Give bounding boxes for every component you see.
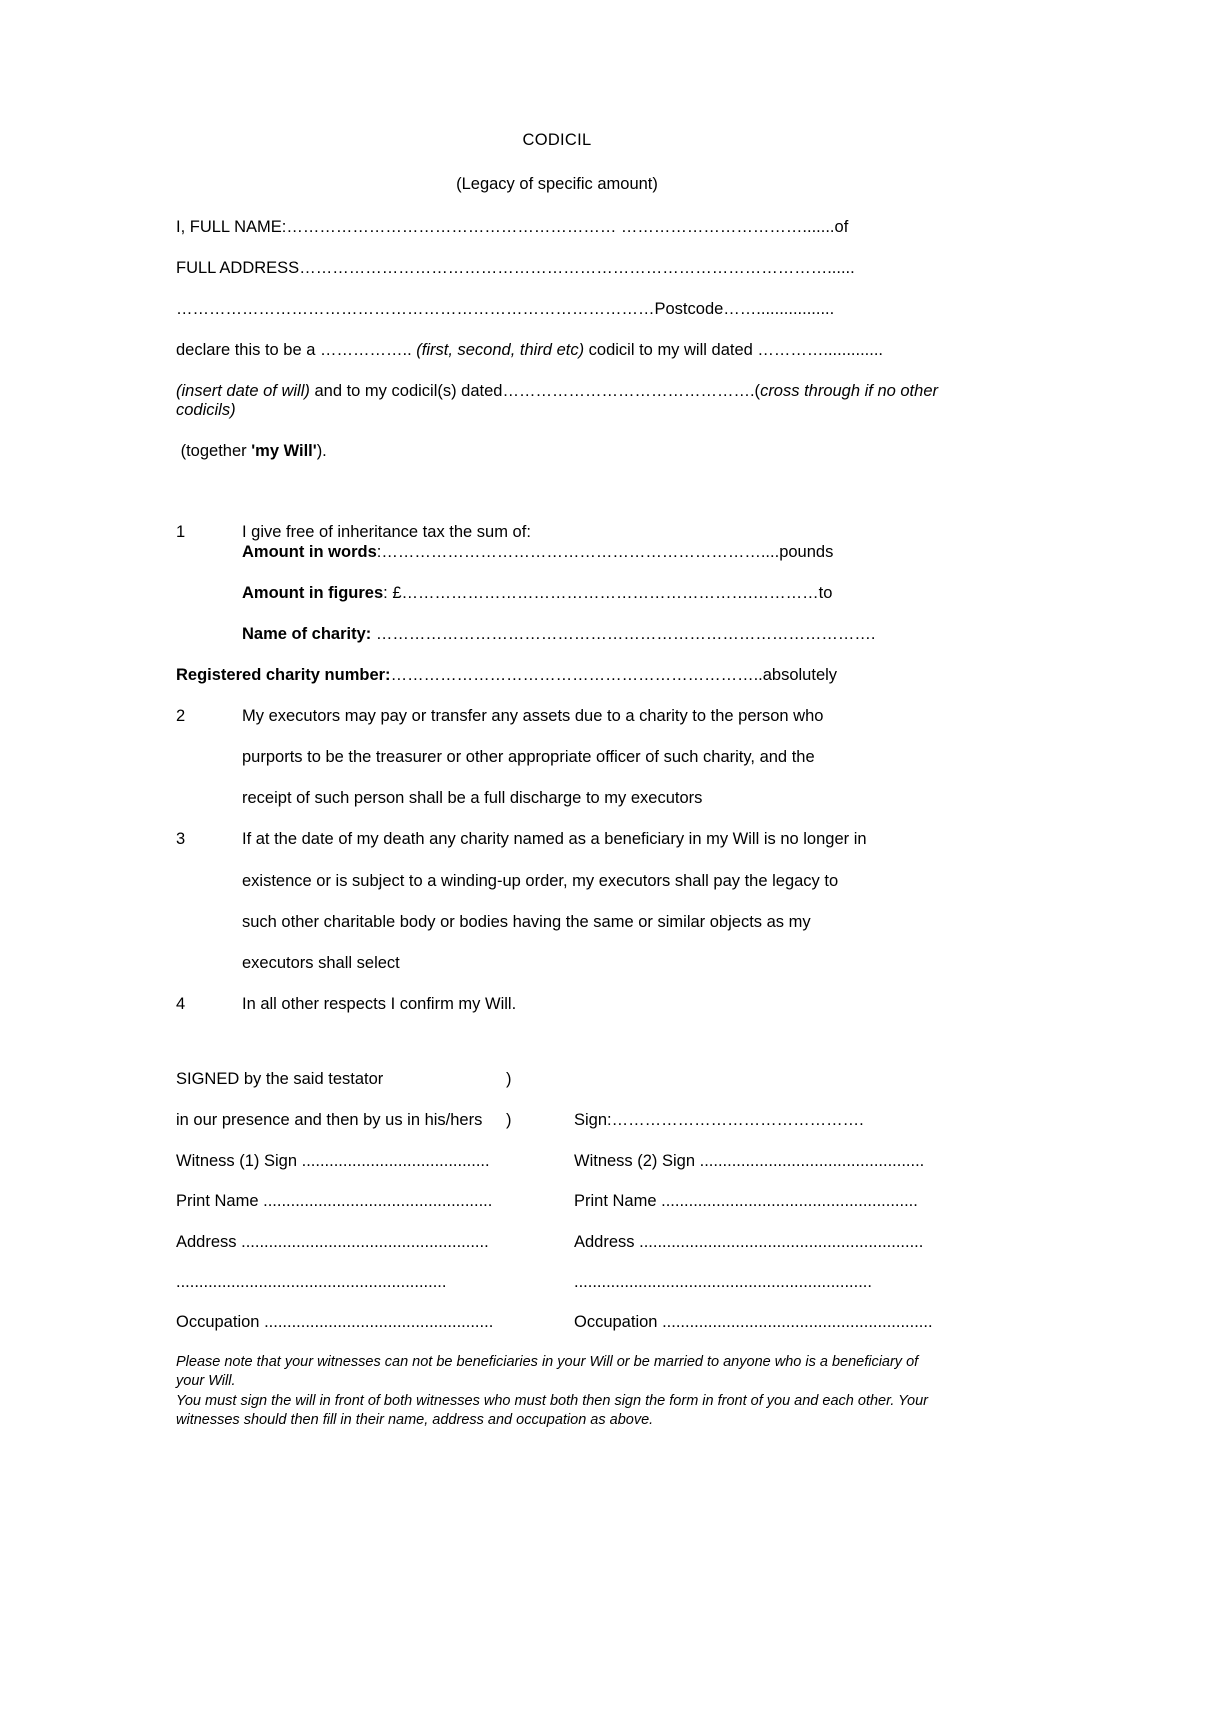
amount-in-figures-field <box>242 584 938 603</box>
clause-4-line-1: In all other respects I confirm my Will. <box>242 994 517 1013</box>
witness-1-address-label: Address <box>176 1232 242 1251</box>
declare-hint-italic: (first, second, third etc) <box>416 340 585 359</box>
declare-line <box>176 341 938 360</box>
postcode-label: Postcode <box>654 299 724 318</box>
witness-2-print-name-field[interactable] <box>574 1192 938 1211</box>
witness-2-sign-dots: ................................................. <box>699 1152 925 1171</box>
amount-in-figures-dots: ……………………………………………………….………… <box>401 583 819 602</box>
registered-charity-number-dots: ………………………………………………………….. <box>390 665 763 684</box>
testator-sign-label: Sign: <box>574 1111 612 1130</box>
clause-2-body <box>242 707 938 808</box>
signed-by-testator-row <box>176 1070 938 1089</box>
clause-3-body <box>242 830 938 973</box>
clause-2-line-2: purports to be the treasurer or other appropriate officer of such charity, and the <box>242 748 815 767</box>
signed-by-testator-spacer <box>574 1070 938 1089</box>
full-name-label: I, FULL NAME: <box>176 217 287 236</box>
witness-1-address-line-2[interactable] <box>176 1273 574 1292</box>
clause-3-line-3: such other charitable body or bodies having the same or similar objects as my <box>242 912 811 931</box>
postcode-dots-after: ……................. <box>723 299 835 318</box>
witness-1-print-name-label: Print Name <box>176 1192 264 1211</box>
clause-2 <box>176 707 938 808</box>
clause-4-number: 4 <box>176 994 186 1013</box>
testator-sign-field[interactable] <box>574 1111 938 1130</box>
full-name-dots-1: …………………………………………………… <box>286 217 617 236</box>
witness-1-address-line-2-dots: ........................................................... <box>176 1272 447 1291</box>
full-address-line <box>176 259 938 278</box>
witness-2-address-dots: .............................................................. <box>639 1232 924 1251</box>
signed-by-testator-label: SIGNED by the said testator <box>176 1070 384 1089</box>
clause-1 <box>176 523 938 542</box>
witness-2-occupation-field[interactable] <box>574 1313 938 1332</box>
my-will-end: ). <box>316 442 327 461</box>
clause-3 <box>176 830 938 973</box>
witness-sign-row <box>176 1152 938 1171</box>
page-title: CODICIL <box>522 131 592 149</box>
witness-1-occupation-dots: .................................................. <box>264 1312 494 1331</box>
clause-2-line-3: receipt of such person shall be a full discharge to my executors <box>242 789 703 808</box>
witness-1-address-field[interactable] <box>176 1233 574 1252</box>
full-name-suffix: of <box>834 217 849 236</box>
in-our-presence-label: in our presence and then by us in his/hers <box>176 1111 483 1130</box>
document-body <box>176 131 943 1430</box>
witness-address-row <box>176 1233 938 1252</box>
witness-2-occupation-dots: ........................................................... <box>662 1312 933 1331</box>
amount-in-words-suffix: pounds <box>779 542 834 561</box>
postcode-line <box>176 300 938 319</box>
witness-note-line-3: witnesses should then fill in their name, address and occupation as above. <box>176 1411 654 1428</box>
amount-in-words-colon: : <box>376 542 382 561</box>
amount-in-words-label: Amount in words <box>242 542 377 561</box>
amount-in-figures-suffix: to <box>818 583 833 602</box>
witness-1-sign-field[interactable] <box>176 1152 574 1171</box>
clause-3-line-2: existence or is subject to a winding-up order, my executors shall pay the legacy to <box>242 871 839 890</box>
witness-1-address-dots: ...................................................... <box>241 1232 489 1251</box>
clause-3-line-1: If at the date of my death any charity named as a beneficiary in my Will is no longer in <box>242 830 867 849</box>
witness-2-print-name-label: Print Name <box>574 1192 662 1211</box>
cross-through-italic: cross through if no other codicils) <box>176 382 943 420</box>
witness-1-print-name-dots: .................................................. <box>263 1192 493 1211</box>
clause-1-number: 1 <box>176 523 186 542</box>
witness-2-address-field[interactable] <box>574 1233 938 1252</box>
amount-in-words-field <box>242 543 938 562</box>
insert-date-of-will-italic: (insert date of will) <box>176 382 310 401</box>
witness-occupation-row <box>176 1313 938 1332</box>
witness-1-sign-label: Witness (1) Sign <box>176 1152 302 1171</box>
witness-2-address-line-2[interactable] <box>574 1273 938 1292</box>
witness-2-print-name-dots: ........................................................ <box>661 1192 918 1211</box>
clause-3-number: 3 <box>176 830 186 849</box>
clause-2-number: 2 <box>176 707 186 726</box>
registered-charity-number-label: Registered charity number: <box>176 665 391 684</box>
my-will-bold: 'my Will' <box>251 442 317 461</box>
clause-2-line-1: My executors may pay or transfer any assets due to a charity to the person who <box>242 707 824 726</box>
witness-2-address-label: Address <box>574 1232 640 1251</box>
clause-3-line-4: executors shall select <box>242 953 400 972</box>
amount-in-words-dots: …………………………………………………………….... <box>381 542 780 561</box>
witness-1-occupation-field[interactable] <box>176 1313 574 1332</box>
my-will-line <box>176 442 938 461</box>
witness-note-line-2: You must sign the will in front of both witnesses who must both then sign the form in front of you and each other. Your <box>176 1392 929 1409</box>
witness-2-sign-label: Witness (2) Sign <box>574 1152 700 1171</box>
witness-1-occupation-label: Occupation <box>176 1312 265 1331</box>
witness-1-sign-dots: ......................................... <box>301 1152 490 1171</box>
witness-2-occupation-label: Occupation <box>574 1312 663 1331</box>
postcode-dots-before: …………………………………………………………………………… <box>176 299 655 318</box>
witness-2-address-line-2-dots: ................................................................. <box>574 1272 872 1291</box>
name-of-charity-dots: ………………………………………………………………………………. <box>375 624 876 643</box>
codicil-date-line <box>176 382 943 420</box>
full-address-dots: ……………………………………………………………………………………...... <box>299 258 855 277</box>
witness-2-sign-field[interactable] <box>574 1152 938 1171</box>
in-our-presence-row <box>176 1111 938 1130</box>
full-name-line <box>176 218 938 237</box>
amount-in-figures-label: Amount in figures <box>242 583 384 602</box>
registered-charity-number-suffix: absolutely <box>762 665 838 684</box>
name-of-charity-field <box>242 625 938 644</box>
registered-charity-number-field <box>176 666 938 685</box>
declare-prefix: declare this to be a …………….. <box>176 340 417 359</box>
in-our-presence-paren: ) <box>506 1111 512 1130</box>
page-subtitle: (Legacy of specific amount) <box>456 174 658 193</box>
amount-in-figures-colon: : £ <box>383 583 402 602</box>
full-address-label: FULL ADDRESS <box>176 258 300 277</box>
witness-note <box>176 1353 944 1430</box>
full-name-dots-2: ……………………………....... <box>616 217 835 236</box>
signed-by-testator-paren: ) <box>506 1070 512 1089</box>
clause-4-body <box>242 995 938 1014</box>
clause-1-body <box>242 523 938 542</box>
name-of-charity-label: Name of charity: <box>242 624 372 643</box>
codicil-mid: and to my codicil(s) dated……………………………………….( <box>309 382 761 401</box>
declare-mid: codicil to my will dated …………............. <box>584 340 883 359</box>
witness-1-print-name-field[interactable] <box>176 1192 574 1211</box>
witness-print-name-row <box>176 1192 938 1211</box>
my-will-prefix: (together <box>176 442 252 461</box>
clause-4 <box>176 995 938 1014</box>
clause-1-intro: I give free of inheritance tax the sum of: <box>242 523 531 542</box>
testator-sign-dots: ………………………………………. <box>611 1111 864 1130</box>
witness-note-line-1: Please note that your witnesses can not be beneficiaries in your Will or be married to anyone who is a beneficiary of your Will. <box>176 1353 919 1390</box>
witness-address-continuation-row <box>176 1273 938 1292</box>
